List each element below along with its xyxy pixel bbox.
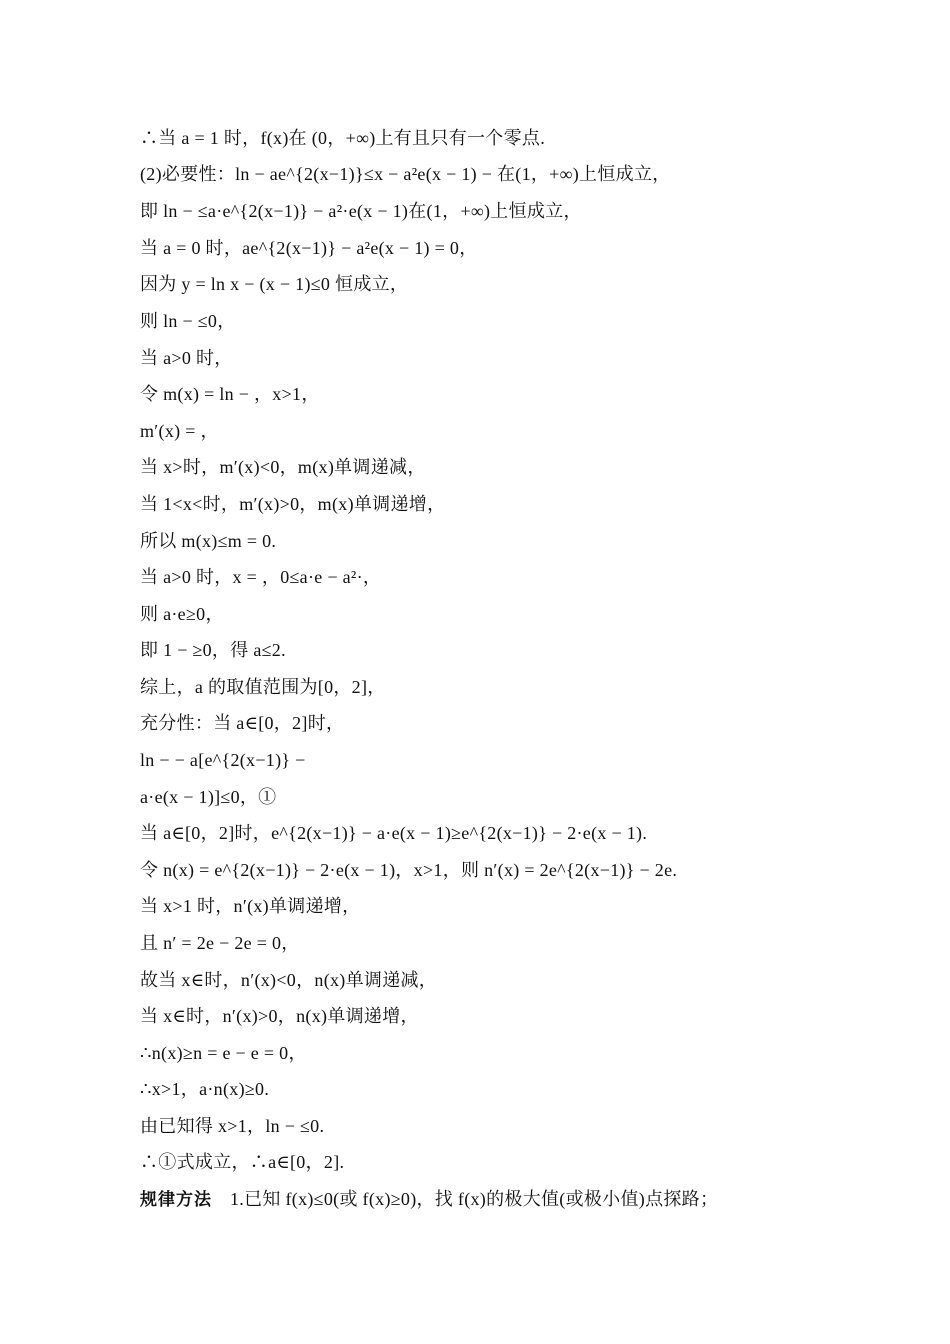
- text-line: 当 x∈时，n′(x)>0，n(x)单调递增，: [140, 1006, 419, 1026]
- text-line: m′(x) = ，: [140, 421, 219, 441]
- rule-title: 规律方法: [140, 1190, 212, 1210]
- text-line: ∴x>1，a·n(x)≥0.: [140, 1079, 270, 1099]
- text-line: ∴n(x)≥n = e − e = 0，: [140, 1043, 307, 1063]
- rule-text: 1.已知 f(x)≤0(或 f(x)≥0)，找 f(x)的极大值(或极小值)点探路；: [230, 1189, 719, 1209]
- text-line: 故当 x∈时，n′(x)<0，n(x)单调递减，: [140, 970, 438, 990]
- text-line: 则 a·e≥0，: [140, 604, 224, 624]
- text-line: (2)必要性：ln − ae^{2(x−1)}≤x − a²e(x − 1) − 在(1，+∞)上恒成立，: [140, 164, 671, 184]
- text-line: 当 x>时，m′(x)<0，m(x)单调递减，: [140, 457, 426, 477]
- text-line: 当 a∈[0，2]时，e^{2(x−1)} − a·e(x − 1)≥e^{2(x−1)} − 2·e(x − 1).: [140, 823, 648, 843]
- text-line: 充分性：当 a∈[0，2]时，: [140, 713, 345, 733]
- text-line: ∴当 a = 1 时，f(x)在 (0，+∞)上有且只有一个零点.: [140, 128, 545, 148]
- text-line: ∴①式成立，∴a∈[0，2].: [140, 1152, 345, 1172]
- text-line: 当 1<x<时，m′(x)>0，m(x)单调递增，: [140, 494, 446, 514]
- text-line: 令 m(x) = ln − ，x>1，: [140, 384, 320, 404]
- text-line: 综上，a 的取值范围为[0，2]，: [140, 677, 386, 697]
- text-line: 且 n′ = 2e − 2e = 0，: [140, 933, 300, 953]
- text-line: ln − − a[e^{2(x−1)} −: [140, 750, 306, 770]
- text-line: 因为 y = ln x − (x − 1)≤0 恒成立，: [140, 274, 409, 294]
- text-line: 当 a>0 时，x = ，0≤a·e − a²·，: [140, 567, 382, 587]
- text-line: 即 1 − ≥0，得 a≤2.: [140, 640, 286, 660]
- text-line: a·e(x − 1)]≤0，①: [140, 787, 277, 807]
- text-line: 当 a = 0 时，ae^{2(x−1)} − a²e(x − 1) = 0，: [140, 238, 478, 258]
- text-line: 由已知得 x>1，ln − ≤0.: [140, 1116, 325, 1136]
- text-line: 即 ln − ≤a·e^{2(x−1)} − a²·e(x − 1)在(1，+∞)上恒成立，: [140, 201, 582, 221]
- rule-paragraph: [140, 1187, 718, 1212]
- text-line: 当 a>0 时，: [140, 348, 233, 368]
- text-line: 则 ln − ≤0，: [140, 311, 236, 331]
- text-line: 令 n(x) = e^{2(x−1)} − 2·e(x − 1)，x>1，则 n′(x) = 2e^{2(x−1)} − 2e.: [140, 860, 678, 880]
- text-line: 当 x>1 时，n′(x)单调递增，: [140, 896, 361, 916]
- text-line: 所以 m(x)≤m = 0.: [140, 531, 277, 551]
